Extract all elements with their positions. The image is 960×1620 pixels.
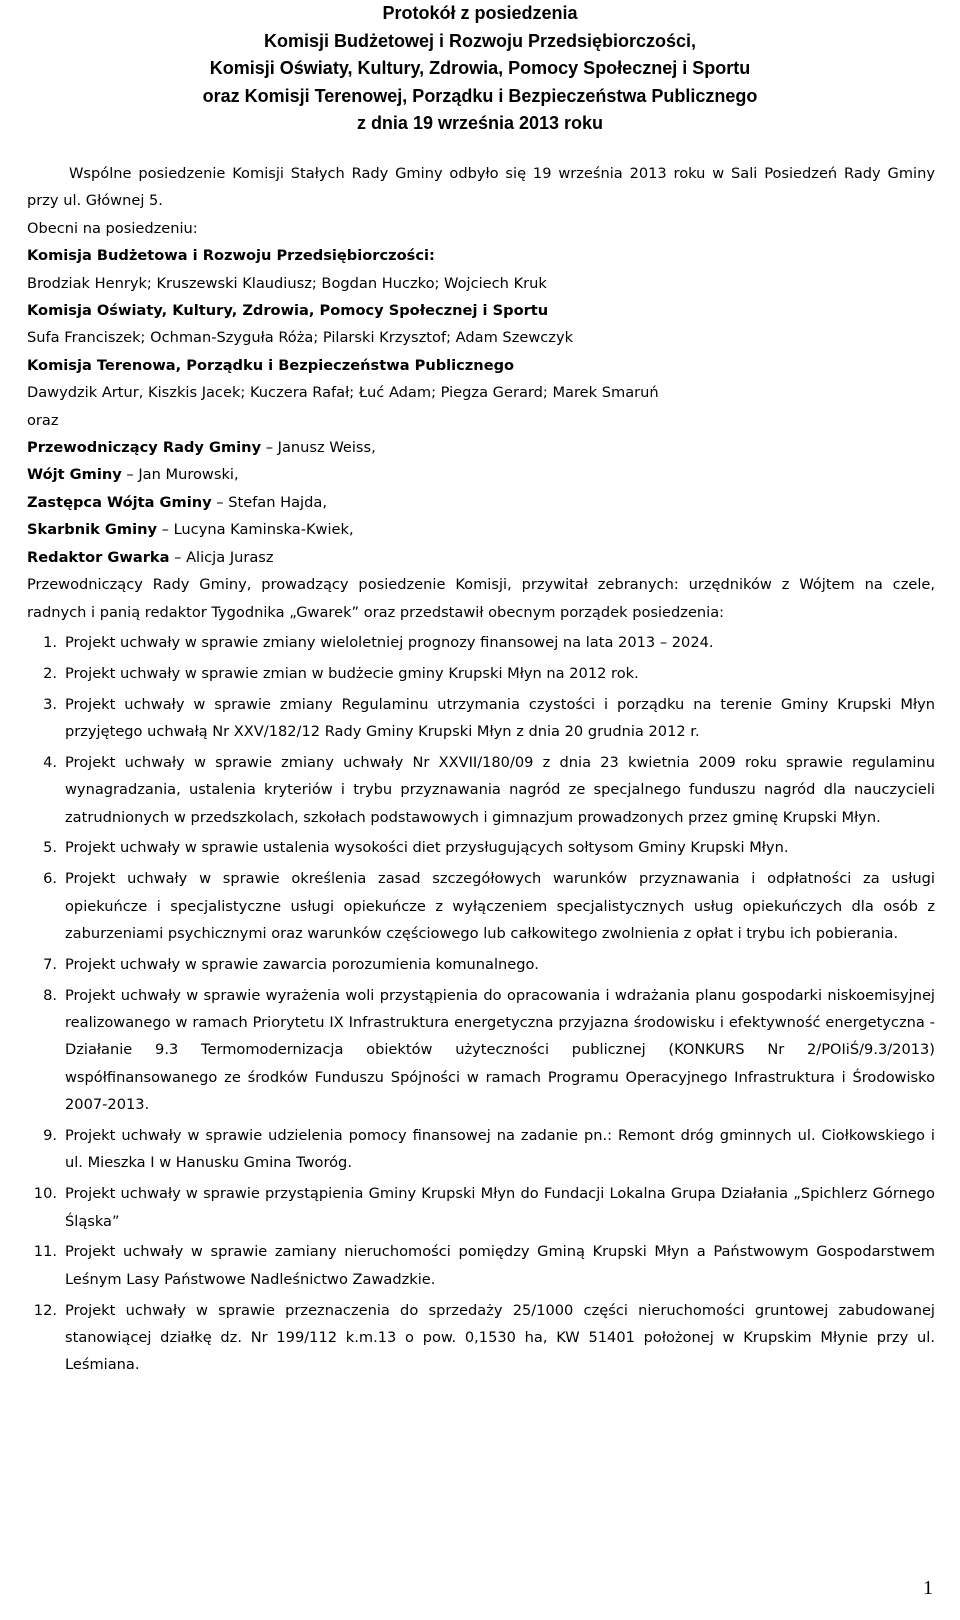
agenda-text: Projekt uchwały w sprawie zamiany nieruchomości pomiędzy Gminą Krupski Młyn a Państwowym Gospodarstwem Leśnym Lasy Państwowe Nadleśnictwo Zawadzkie. — [65, 1243, 935, 1288]
official-line — [27, 489, 935, 516]
agenda-number: 6. — [43, 870, 57, 888]
document-title — [0, 0, 960, 138]
official-role: Skarbnik Gminy — [27, 521, 157, 539]
title-line: oraz Komisji Terenowej, Porządku i Bezpieczeństwa Publicznego — [202, 85, 758, 106]
agenda-list — [27, 629, 935, 1379]
agenda-item — [27, 1122, 935, 1177]
agenda-item — [27, 951, 935, 978]
dash: – — [216, 493, 224, 511]
agenda-item — [27, 691, 935, 746]
agenda-item — [27, 749, 935, 831]
agenda-number: 2. — [43, 664, 57, 682]
official-line — [27, 516, 935, 543]
official-line — [27, 544, 935, 571]
official-name: Lucyna Kaminska-Kwiek, — [173, 521, 354, 539]
agenda-item — [27, 1297, 935, 1379]
agenda-item — [27, 1238, 935, 1293]
agenda-number: 12. — [33, 1301, 57, 1319]
title-line: Komisji Oświaty, Kultury, Zdrowia, Pomocy Społecznej i Sportu — [209, 58, 751, 78]
official-name: Alicja Jurasz — [186, 548, 274, 566]
agenda-item — [27, 865, 935, 947]
agenda-item — [27, 982, 935, 1119]
agenda-number: 3. — [43, 695, 57, 713]
agenda-item — [27, 629, 935, 656]
agenda-text: Projekt uchwały w sprawie zmiany Regulaminu utrzymania czystości i porządku na terenie Gminy Krupski Młyn przyjętego uchwałą Nr XXV/182/12 Rady Gminy Krupski Młyn z dnia 20 grudnia 2012 r. — [65, 695, 935, 740]
document-body — [27, 160, 935, 1382]
agenda-item — [27, 834, 935, 861]
agenda-text: Projekt uchwały w sprawie zmiany uchwały Nr XXVII/180/09 z dnia 23 kwietnia 2009 roku sprawie regulaminu wynagradzania, ustalenia kryteriów i trybu przyznawania nagród ze specjalnego funduszu nagród dla nauczycieli zatrudnionych w przedszkolach, szkołach podstawowych i gimnazjum prowadzonych przez gminę Krupski Młyn. — [65, 753, 935, 826]
dash: – — [174, 548, 182, 566]
official-role: Przewodniczący Rady Gminy — [27, 439, 262, 457]
committee-members: Dawydzik Artur, Kiszkis Jacek; Kuczera Rafał; Łuć Adam; Piegza Gerard; Marek Smaruń — [27, 384, 659, 402]
agenda-text: Projekt uchwały w sprawie zmiany wieloletniej prognozy finansowej na lata 2013 – 2024. — [65, 633, 714, 651]
agenda-number: 4. — [43, 753, 57, 771]
committee-members: Sufa Franciszek; Ochman-Szyguła Róża; Pilarski Krzysztof; Adam Szewczyk — [27, 329, 574, 347]
committee-name: Komisja Oświaty, Kultury, Zdrowia, Pomocy Społecznej i Sportu — [27, 302, 549, 320]
agenda-number: 11. — [33, 1243, 57, 1261]
official-name: Jan Murowski, — [138, 466, 239, 484]
agenda-item — [27, 1180, 935, 1235]
committee-name: Komisja Terenowa, Porządku i Bezpieczeństwa Publicznego — [27, 356, 515, 374]
title-line: Protokół z posiedzenia — [382, 3, 578, 23]
official-name: Janusz Weiss, — [277, 439, 376, 457]
agenda-text: Projekt uchwały w sprawie przystąpienia Gminy Krupski Młyn do Fundacji Lokalna Grupa Działania „Spichlerz Górnego Śląska” — [65, 1185, 935, 1230]
agenda-number: 9. — [43, 1126, 57, 1144]
agenda-text: Projekt uchwały w sprawie wyrażenia woli przystąpienia do opracowania i wdrażania planu gospodarki niskoemisyjnej realizowanego w ramach Priorytetu IX Infrastruktura energetyczna przyjazna środowisku i efektywność energetyczna - Działanie 9.3 Termomodernizacja obiektów użyteczności publicznej (KONKURS Nr 2/POIiŚ/9.3/2013) współfinansowanego ze środków Funduszu Spójności w ramach Programu Operacyjnego Infrastruktura i Środowisko 2007-2013. — [65, 986, 935, 1114]
agenda-number: 7. — [43, 955, 57, 973]
official-line — [27, 461, 935, 488]
present-label: Obecni na posiedzeniu: — [27, 219, 198, 237]
agenda-number: 1. — [43, 633, 57, 651]
official-line — [27, 434, 935, 461]
dash: – — [126, 466, 134, 484]
official-role: Redaktor Gwarka — [27, 548, 170, 566]
official-role: Zastępca Wójta Gminy — [27, 493, 212, 511]
agenda-number: 5. — [43, 839, 57, 857]
dash: – — [161, 521, 169, 539]
agenda-text: Projekt uchwały w sprawie udzielenia pomocy finansowej na zadanie pn.: Remont dróg gminnych ul. Ciołkowskiego i ul. Mieszka I w Hanusku Gmina Tworóg. — [65, 1126, 935, 1172]
committee-name: Komisja Budżetowa i Rozwoju Przedsiębiorczości: — [27, 247, 435, 265]
agenda-item — [27, 660, 935, 687]
agenda-text: Projekt uchwały w sprawie określenia zasad szczegółowych warunków przyznawania i odpłatności za usługi opiekuńcze i specjalistyczne usługi opiekuńcze z wyłączeniem specjalistycznych usług opiekuńczych dla osób z zaburzeniami psychicznymi oraz warunków częściowego lub całkowitego zwolnienia z opłat i trybu ich pobierania. — [65, 870, 935, 942]
page-number: 1 — [923, 1577, 933, 1599]
title-line: z dnia 19 września 2013 roku — [356, 113, 604, 133]
agenda-number: 10. — [33, 1185, 57, 1203]
welcome-paragraph: Przewodniczący Rady Gminy, prowadzący posiedzenie Komisji, przywitał zebranych: urzędników z Wójtem na czele, radnych i panią redaktor Tygodnika „Gwarek” oraz przedstawił obecnym porządek posiedzenia: — [27, 576, 935, 621]
agenda-text: Projekt uchwały w sprawie przeznaczenia do sprzedaży 25/1000 części nieruchomości gruntowej zabudowanej stanowiącej działkę dz. Nr 199/112 k.m.13 o pow. 0,1530 ha, KW 51401 położonej w Krupskim Młynie przy ul. Leśmiana. — [65, 1301, 935, 1374]
agenda-text: Projekt uchwały w sprawie zawarcia porozumienia komunalnego. — [65, 955, 539, 973]
official-role: Wójt Gminy — [27, 466, 122, 484]
agenda-number: 8. — [43, 986, 57, 1004]
agenda-text: Projekt uchwały w sprawie ustalenia wysokości diet przysługujących sołtysom Gminy Krupski Młyn. — [65, 839, 789, 857]
oraz-word: oraz — [27, 411, 59, 429]
agenda-text: Projekt uchwały w sprawie zmian w budżecie gminy Krupski Młyn na 2012 rok. — [65, 664, 639, 682]
title-line: Komisji Budżetowej i Rozwoju Przedsiębiorczości, — [263, 30, 697, 51]
dash: – — [265, 439, 274, 457]
committee-members: Brodziak Henryk; Kruszewski Klaudiusz; Bogdan Huczko; Wojciech Kruk — [27, 274, 547, 292]
official-name: Stefan Hajda, — [228, 493, 327, 511]
intro-paragraph: Wspólne posiedzenie Komisji Stałych Rady Gminy odbyło się 19 września 2013 roku w Sali Posiedzeń Rady Gminy przy ul. Głównej 5. — [27, 165, 935, 210]
